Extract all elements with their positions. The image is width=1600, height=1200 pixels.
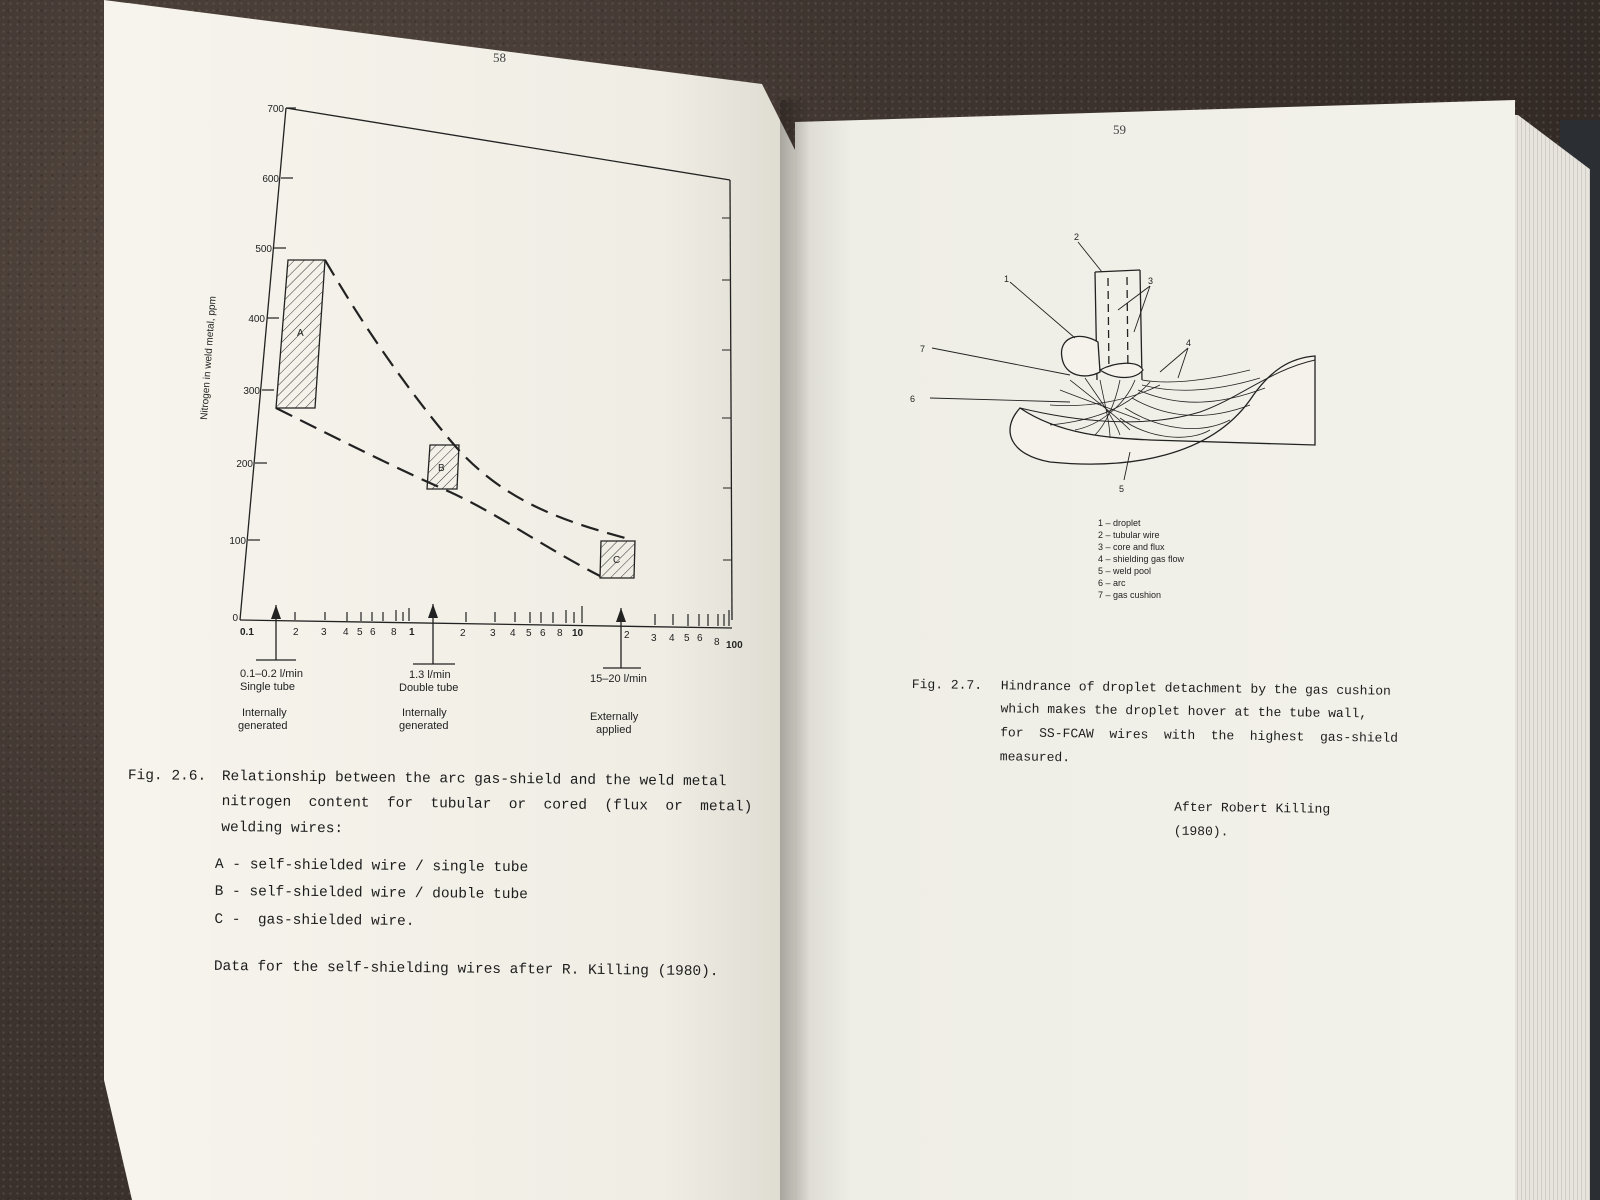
y-tick-label: 700 <box>267 104 284 115</box>
x-axis-tick-labels <box>240 627 743 651</box>
callout-5: 5 <box>1119 484 1125 494</box>
marker-flow-label: 1.3 l/min <box>409 669 451 681</box>
y-tick-label: 100 <box>229 536 246 547</box>
x-tick-label: 6 <box>697 633 703 644</box>
x-tick-label: 3 <box>321 627 327 638</box>
caption-line: welding wires: <box>221 819 344 838</box>
box-c-label: C <box>613 555 621 566</box>
book-gutter-shadow <box>780 100 810 1200</box>
y-tick-label: 0 <box>232 613 238 624</box>
callout-7: 7 <box>920 344 926 354</box>
x-tick-label: 8 <box>714 637 720 648</box>
x-tick-label: 5 <box>357 627 363 638</box>
x-tick-label: 2 <box>293 627 299 638</box>
marker-tube-label: Double tube <box>399 682 459 694</box>
box-b-label: B <box>438 463 445 474</box>
fig-2-7-label: Fig. 2.7. <box>911 676 983 693</box>
x-tick-label: 5 <box>684 633 690 644</box>
x-tick-label: 4 <box>510 628 516 639</box>
x-tick-label: 0.1 <box>240 627 254 638</box>
x-tick-label: 8 <box>557 628 563 639</box>
x-tick-label: 2 <box>624 630 630 641</box>
marker-flow-label: 15–20 l/min <box>590 673 647 685</box>
caption-line: measured. <box>999 749 1071 766</box>
marker-source-label: applied <box>596 724 632 736</box>
callout-4: 4 <box>1186 338 1192 348</box>
legend-item: 3 – core and flux <box>1098 542 1165 552</box>
caption-line: Hindrance of droplet detachment by the gas cushion <box>1000 678 1391 699</box>
marker-source-label: Internally <box>402 707 447 719</box>
left-page-number: 58 <box>493 50 506 65</box>
caption-line: nitrogen content for tubular or cored (flux or metal) <box>221 793 753 816</box>
x-tick-label: 4 <box>343 627 349 638</box>
x-tick-label: 4 <box>669 633 675 644</box>
marker-flow-label: 0.1–0.2 l/min <box>240 668 303 680</box>
x-tick-label: 2 <box>460 628 466 639</box>
upper-dashed-curve <box>325 260 625 538</box>
y-tick-label: 400 <box>248 314 265 325</box>
caption-line: for SS-FCAW wires with the highest gas-shield <box>1000 725 1399 746</box>
x-tick-label: 6 <box>370 627 376 638</box>
caption-source: Data for the self-shielding wires after R. Killing (1980). <box>213 958 719 981</box>
legend-item: 7 – gas cushion <box>1098 590 1162 600</box>
box-a-label: A <box>297 328 304 339</box>
legend-item: 5 – weld pool <box>1098 566 1152 576</box>
caption-item-c: C - gas-shielded wire. <box>214 911 415 931</box>
marker-gas-shield <box>590 608 647 736</box>
y-tick-label: 300 <box>243 386 260 397</box>
caption-item-a: A - self-shielded wire / single tube <box>214 856 529 877</box>
x-tick-label: 100 <box>726 640 743 651</box>
nitrogen-chart <box>0 0 800 740</box>
marker-source-label: Externally <box>590 711 639 723</box>
legend-item: 2 – tubular wire <box>1098 530 1160 540</box>
diagram-legend <box>1098 518 1185 600</box>
callout-2: 2 <box>1074 232 1080 242</box>
y-tick-label: 200 <box>236 459 253 470</box>
marker-source-label: generated <box>399 720 449 732</box>
callout-3: 3 <box>1148 276 1154 286</box>
gas-cushion <box>1100 363 1143 377</box>
y-tick-label: 500 <box>255 244 272 255</box>
x-tick-label: 1 <box>409 627 415 638</box>
callout-6: 6 <box>910 394 916 404</box>
caption-item-b: B - self-shielded wire / double tube <box>214 883 528 904</box>
x-tick-label: 8 <box>391 627 397 638</box>
marker-single-tube <box>238 605 303 732</box>
x-tick-label: 5 <box>526 628 532 639</box>
marker-source-label: Internally <box>242 707 287 719</box>
legend-item: 4 – shielding gas flow <box>1098 554 1185 564</box>
marker-tube-label: Single tube <box>240 681 296 693</box>
callout-1: 1 <box>1004 274 1010 284</box>
legend-item: 1 – droplet <box>1098 518 1141 528</box>
x-tick-label: 6 <box>540 628 546 639</box>
caption-line: which makes the droplet hover at the tube wall, <box>1000 701 1368 722</box>
fig-2-6-label: Fig. 2.6. <box>127 767 207 785</box>
caption-line: Relationship between the arc gas-shield and the weld metal <box>221 768 727 791</box>
droplet-diagram <box>910 230 1370 600</box>
x-tick-label: 10 <box>572 628 584 639</box>
marker-source-label: generated <box>238 720 288 732</box>
y-tick-label: 600 <box>262 174 279 185</box>
lower-dashed-curve <box>276 408 600 576</box>
legend-item: 6 – arc <box>1098 578 1126 588</box>
right-page-number: 59 <box>1113 122 1126 137</box>
x-tick-label: 3 <box>651 633 657 644</box>
x-axis-ticks <box>295 606 729 626</box>
y-axis-label: Nitrogen in weld metal, ppm <box>199 295 219 421</box>
caption-source: After Robert Killing (1980). <box>1173 799 1331 840</box>
x-tick-label: 3 <box>490 628 496 639</box>
y-axis-tick-labels <box>229 104 284 624</box>
droplet <box>1061 336 1100 376</box>
